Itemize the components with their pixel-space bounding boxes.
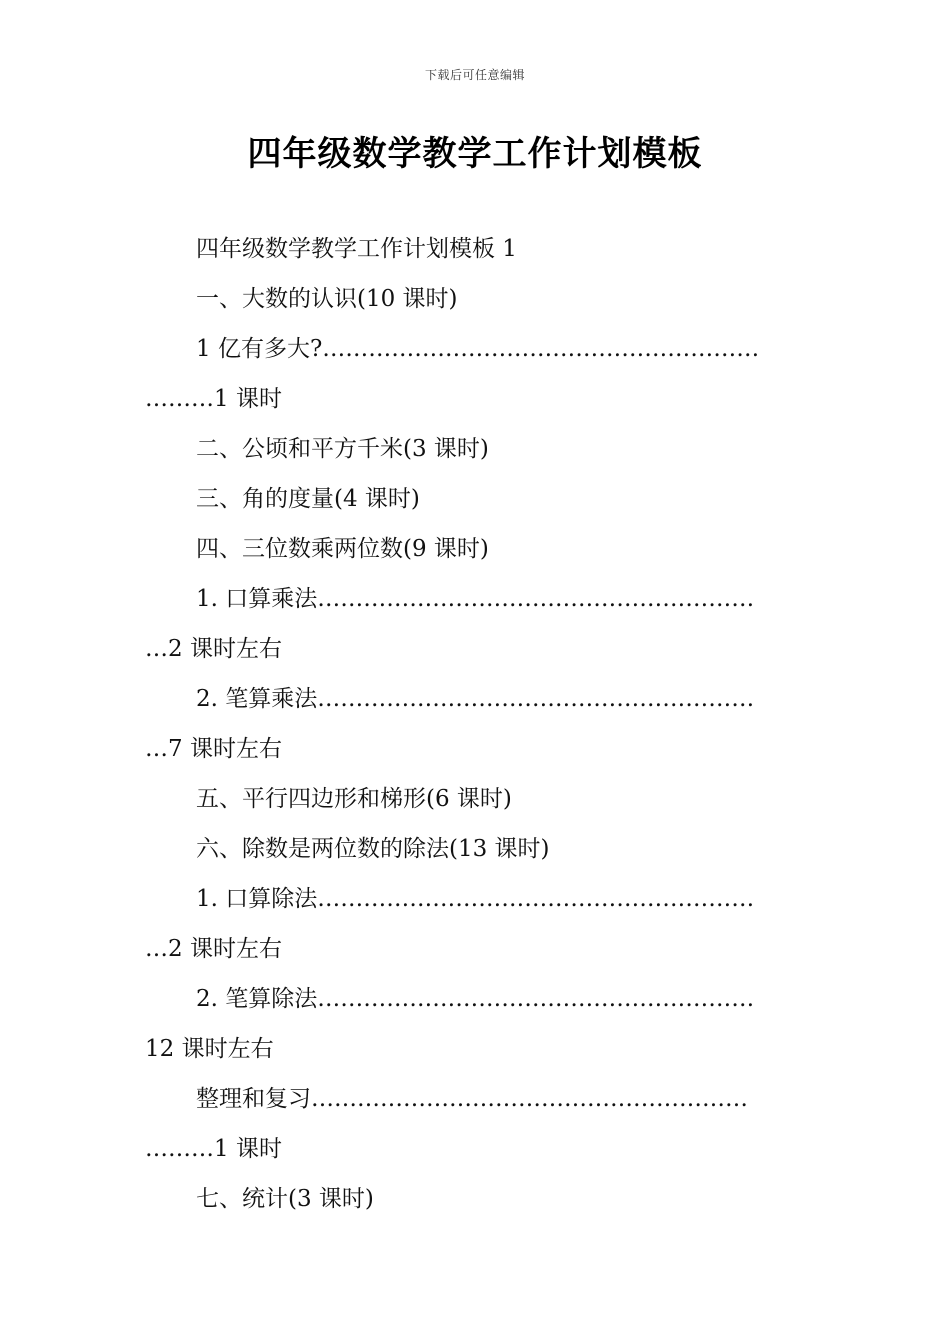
chapter-heading: 四、三位数乘两位数(9 课时) bbox=[196, 536, 489, 562]
lesson-line bbox=[196, 884, 806, 914]
lesson-hours: …2 课时左右 bbox=[145, 936, 282, 962]
lesson-text: 2. 笔算除法………………………………………………… bbox=[196, 986, 755, 1012]
lesson-text: 整理和复习………………………………………………… bbox=[196, 1086, 748, 1112]
lesson-line bbox=[196, 334, 806, 364]
lesson-line bbox=[196, 984, 806, 1014]
chapter-heading: 三、角的度量(4 课时) bbox=[196, 486, 420, 512]
lesson-hours: …7 课时左右 bbox=[145, 736, 282, 762]
lesson-hours: …2 课时左右 bbox=[145, 636, 282, 662]
lesson-text: 1 亿有多大?………………………………………………… bbox=[196, 336, 760, 362]
lesson-hours: 12 课时左右 bbox=[145, 1036, 274, 1062]
chapter-heading: 五、平行四边形和梯形(6 课时) bbox=[196, 786, 512, 812]
chapter-heading: 六、除数是两位数的除法(13 课时) bbox=[196, 836, 550, 862]
lesson-line bbox=[196, 1084, 806, 1114]
document-title: 四年级数学教学工作计划模板 bbox=[247, 134, 703, 174]
chapter-heading: 七、统计(3 课时) bbox=[196, 1186, 374, 1212]
lesson-text: 1. 口算除法………………………………………………… bbox=[196, 886, 755, 912]
section-heading: 四年级数学教学工作计划模板 1 bbox=[196, 236, 517, 262]
lesson-hours: ………1 课时 bbox=[145, 1136, 282, 1162]
lesson-line bbox=[196, 684, 806, 714]
lesson-line bbox=[196, 584, 806, 614]
lesson-text: 1. 口算乘法………………………………………………… bbox=[196, 586, 755, 612]
chapter-heading: 二、公顷和平方千米(3 课时) bbox=[196, 436, 489, 462]
lesson-text: 2. 笔算乘法………………………………………………… bbox=[196, 686, 755, 712]
header-note: 下载后可任意编辑 bbox=[424, 68, 525, 82]
chapter-heading: 一、大数的认识(10 课时) bbox=[196, 286, 458, 312]
lesson-hours: ………1 课时 bbox=[145, 386, 282, 412]
